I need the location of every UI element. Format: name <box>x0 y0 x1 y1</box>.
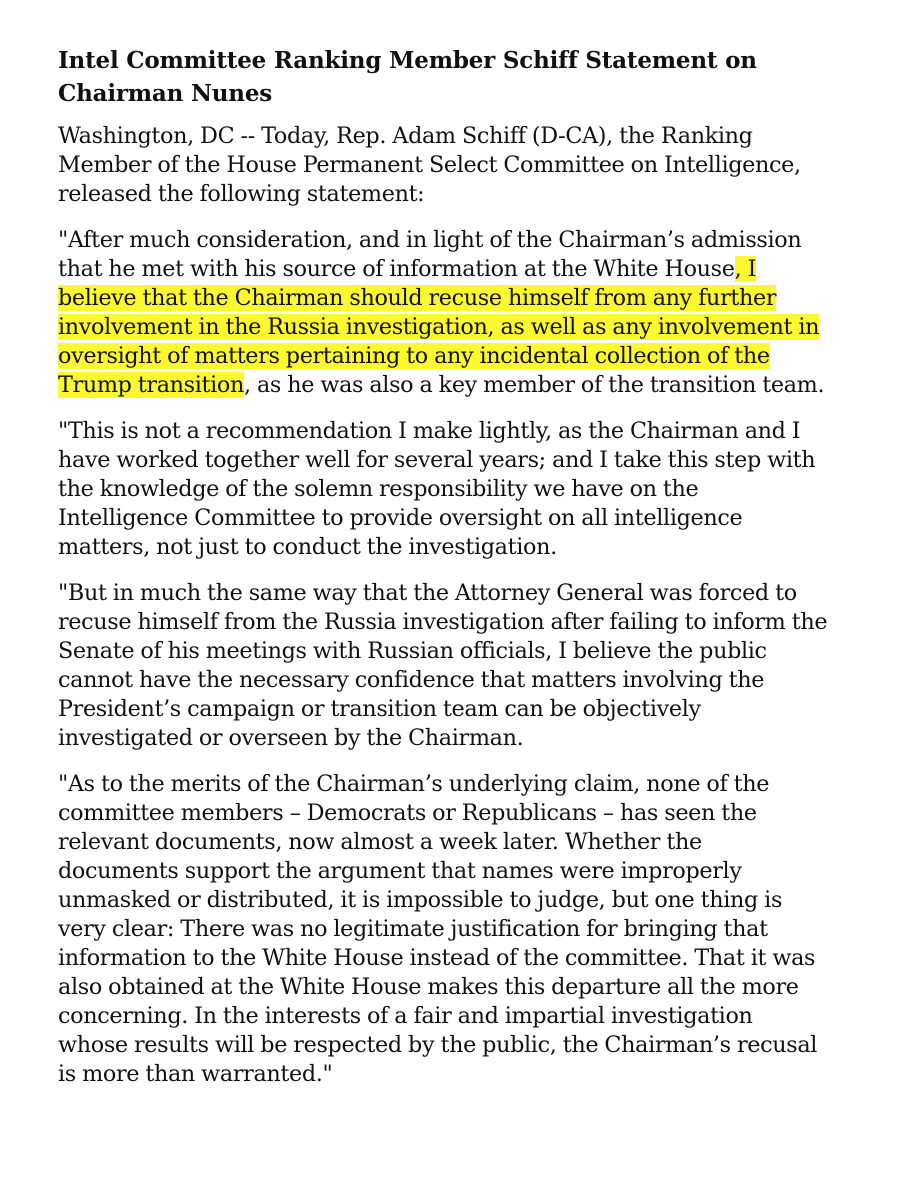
text-line: whose results will be respected by the public, the Chairman’s recusal <box>58 1032 818 1058</box>
text-line: "As to the merits of the Chairman’s underlying claim, none of the <box>58 771 770 797</box>
text-line: Intelligence Committee to provide oversight on all intelligence <box>58 505 743 531</box>
text-line: documents support the argument that names were improperly <box>58 858 742 884</box>
text-line: recuse himself from the Russia investigation after failing to inform the <box>58 609 828 635</box>
intro-paragraph <box>58 122 908 209</box>
text-line: have worked together well for several years; and I take this step with <box>58 447 816 473</box>
text-line: that he met with his source of information at the White House <box>58 256 735 282</box>
recommendation-paragraph <box>58 417 908 562</box>
highlighted-text: involvement in the Russia investigation, as well as any involvement in <box>58 314 820 340</box>
text-line: Senate of his meetings with Russian officials, I believe the public <box>58 638 767 664</box>
text-line: released the following statement: <box>58 181 425 207</box>
attorney-general-paragraph <box>58 579 908 753</box>
highlighted-text: believe that the Chairman should recuse himself from any further <box>58 285 777 311</box>
statement-title <box>58 44 908 110</box>
text-line: matters, not just to conduct the investigation. <box>58 534 557 560</box>
text-line: President’s campaign or transition team can be objectively <box>58 696 701 722</box>
press-statement <box>58 44 908 1106</box>
text-line: unmasked or distributed, it is impossible to judge, but one thing is <box>58 887 783 913</box>
highlighted-text: oversight of matters pertaining to any incidental collection of the <box>58 343 770 369</box>
text-line: is more than warranted." <box>58 1061 333 1087</box>
highlighted-text: , I <box>734 256 757 282</box>
text-line: , as he was also a key member of the transition team. <box>244 372 825 398</box>
text-line: also obtained at the White House makes this departure all the more <box>58 974 799 1000</box>
text-line: "After much consideration, and in light of the Chairman’s admission <box>58 227 802 253</box>
text-line: "But in much the same way that the Attorney General was forced to <box>58 580 797 606</box>
text-line: committee members – Democrats or Republicans – has seen the <box>58 800 757 826</box>
title-line: Intel Committee Ranking Member Schiff Statement on <box>58 47 757 74</box>
recusal-paragraph <box>58 226 908 400</box>
text-line: cannot have the necessary confidence that matters involving the <box>58 667 765 693</box>
text-line: information to the White House instead of the committee. That it was <box>58 945 816 971</box>
text-line: Washington, DC -- Today, Rep. Adam Schiff (D-CA), the Ranking <box>58 123 753 149</box>
text-line: concerning. In the interests of a fair and impartial investigation <box>58 1003 753 1029</box>
text-line: investigated or overseen by the Chairman. <box>58 725 524 751</box>
text-line: Member of the House Permanent Select Committee on Intelligence, <box>58 152 801 178</box>
text-line: relevant documents, now almost a week later. Whether the <box>58 829 702 855</box>
merits-paragraph <box>58 770 908 1089</box>
title-line: Chairman Nunes <box>58 80 273 107</box>
highlighted-text: Trump transition <box>58 372 245 398</box>
text-line: very clear: There was no legitimate justification for bringing that <box>58 916 768 942</box>
text-line: "This is not a recommendation I make lightly, as the Chairman and I <box>58 418 801 444</box>
text-line: the knowledge of the solemn responsibility we have on the <box>58 476 699 502</box>
